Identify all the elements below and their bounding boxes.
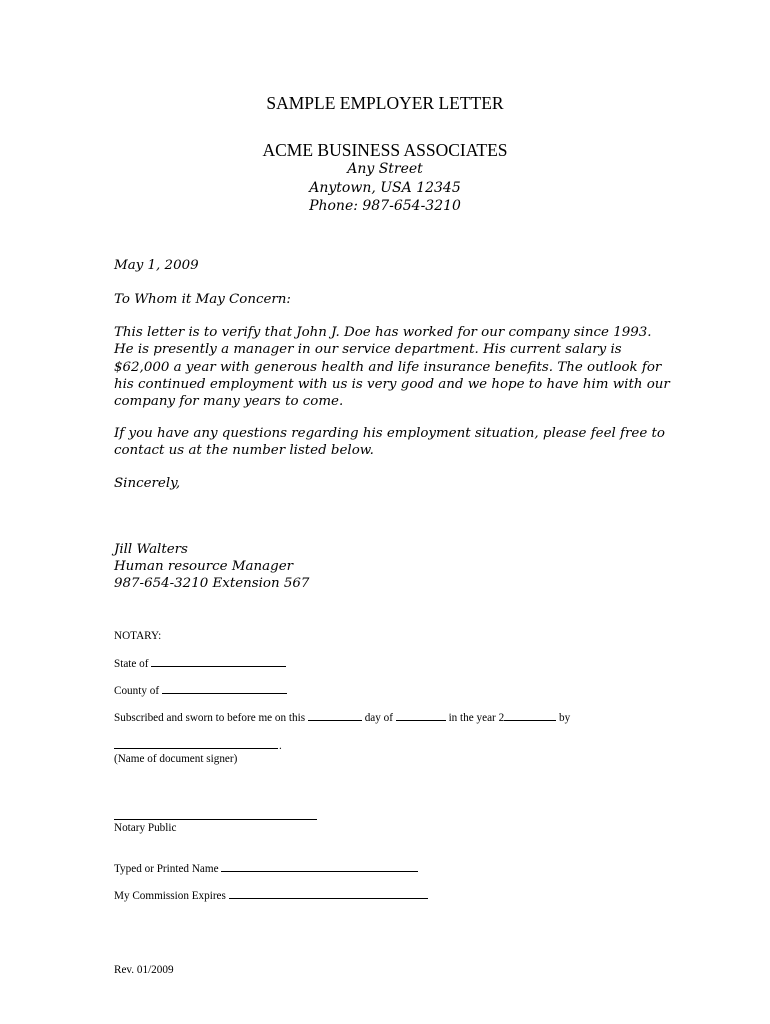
notary-heading: NOTARY: xyxy=(114,630,162,642)
salutation: To Whom it May Concern: xyxy=(114,292,291,307)
letter-title: SAMPLE EMPLOYER LETTER xyxy=(266,93,504,113)
commission-blank[interactable] xyxy=(229,888,428,899)
sworn-text-1: Subscribed and sworn to before me on this xyxy=(114,712,306,724)
address-phone: Phone: 987-654-3210 xyxy=(309,198,461,214)
signer-line-period: . xyxy=(279,740,282,752)
closing: Sincerely, xyxy=(114,476,181,491)
signer-title: Human resource Manager xyxy=(114,559,294,574)
document-signer-line[interactable] xyxy=(114,748,278,749)
body-paragraph-1 xyxy=(114,324,670,410)
sworn-day-blank[interactable] xyxy=(308,710,362,721)
state-label: State of xyxy=(114,658,149,670)
paragraph-line: He is presently a manager in our service department. His current salary is xyxy=(114,342,622,358)
state-line xyxy=(114,656,286,671)
body-paragraph-2 xyxy=(114,425,665,460)
sworn-text-3: in the year 2 xyxy=(448,712,505,724)
address-street: Any Street xyxy=(347,161,423,177)
typed-name-blank[interactable] xyxy=(221,861,418,872)
signer-phone: 987-654-3210 Extension 567 xyxy=(114,576,310,591)
notary-public-label: Notary Public xyxy=(114,822,177,834)
paragraph-line: $62,000 a year with generous health and life insurance benefits. The outlook for xyxy=(114,359,662,375)
signer-name: Jill Walters xyxy=(114,542,188,557)
signer-caption: (Name of document signer) xyxy=(114,753,238,765)
typed-name-label: Typed or Printed Name xyxy=(114,863,219,875)
county-blank[interactable] xyxy=(162,683,287,694)
county-line xyxy=(114,683,287,698)
sworn-text-2: day of xyxy=(364,712,393,724)
paragraph-line: contact us at the number listed below. xyxy=(114,443,374,459)
state-blank[interactable] xyxy=(151,656,286,667)
sworn-month-blank[interactable] xyxy=(396,710,446,721)
notary-signature-line[interactable] xyxy=(114,819,317,820)
sworn-year-blank[interactable] xyxy=(504,710,556,721)
company-name: ACME BUSINESS ASSOCIATES xyxy=(262,140,508,160)
address-city: Anytown, USA 12345 xyxy=(309,180,461,196)
paragraph-line: his continued employment with us is very good and we hope to have him with our xyxy=(114,376,670,392)
paragraph-line: This letter is to verify that John J. Doe has worked for our company since 1993. xyxy=(114,325,652,340)
letter-date: May 1, 2009 xyxy=(114,258,199,273)
sworn-text-4: by xyxy=(558,712,571,724)
county-label: County of xyxy=(114,685,160,697)
commission-label: My Commission Expires xyxy=(114,890,226,902)
sworn-line xyxy=(114,710,570,725)
commission-line xyxy=(114,888,428,903)
revision-footer: Rev. 01/2009 xyxy=(114,964,174,976)
paragraph-line: If you have any questions regarding his employment situation, please feel free to xyxy=(114,426,665,441)
paragraph-line: company for many years to come. xyxy=(114,394,344,410)
typed-name-line xyxy=(114,861,418,876)
